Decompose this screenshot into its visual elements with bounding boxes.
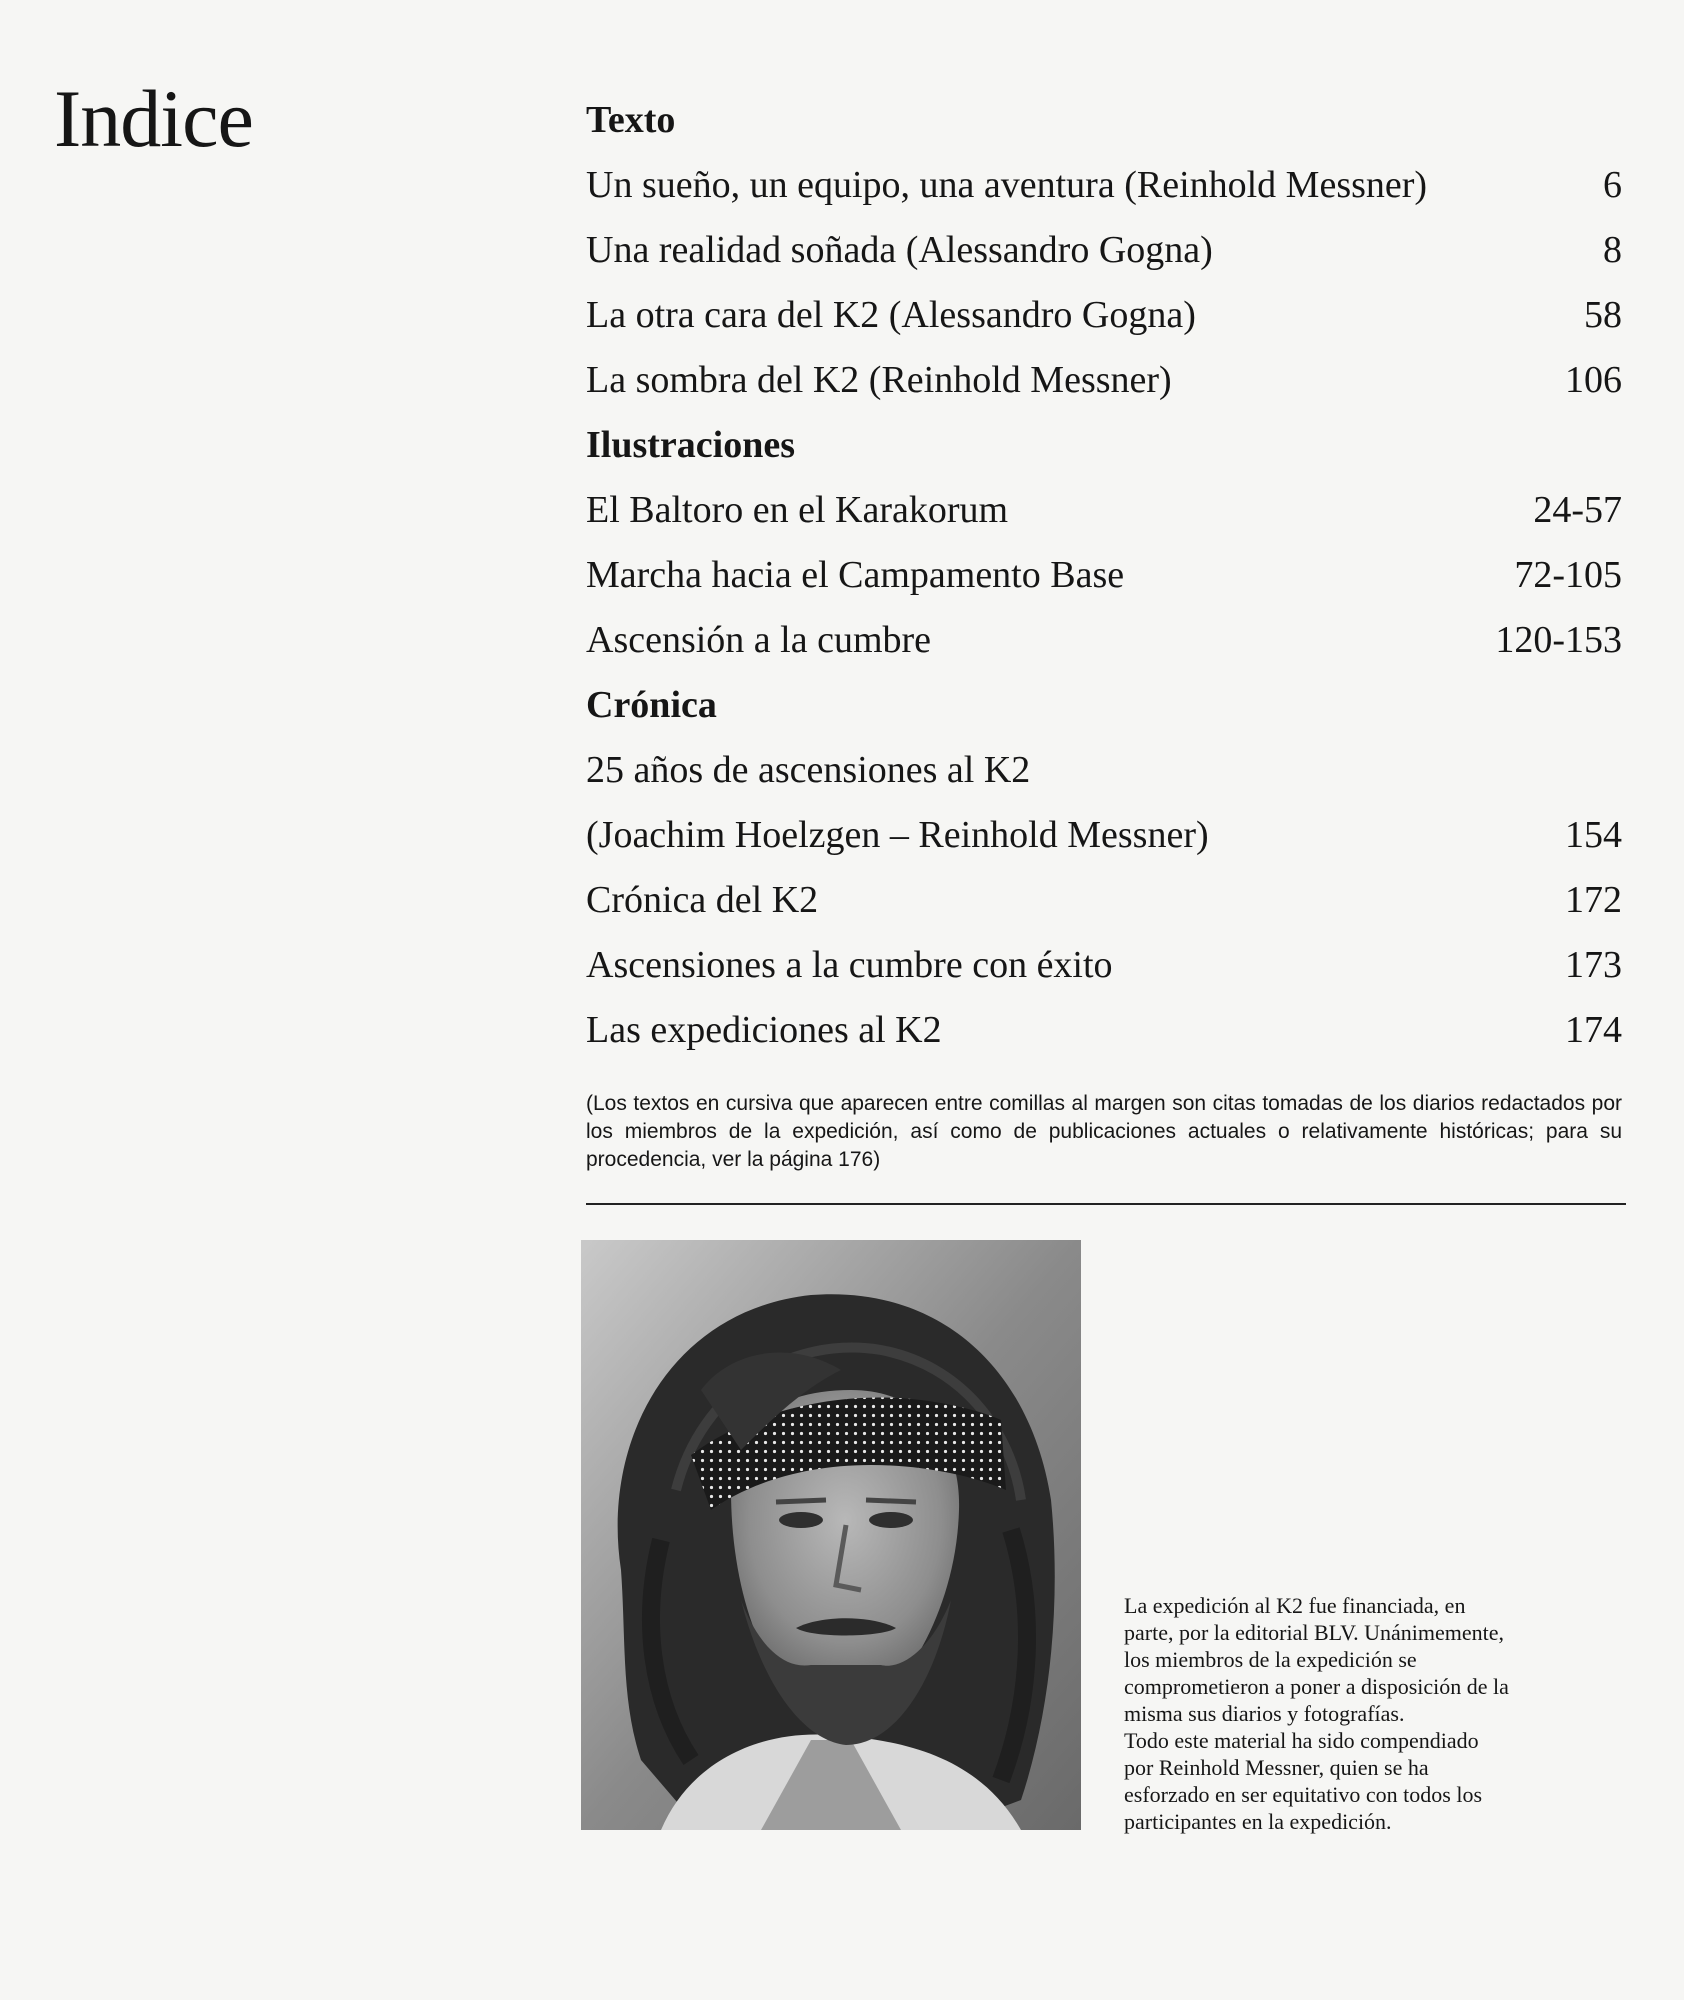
toc-entry — [586, 868, 1622, 933]
toc-entry — [586, 283, 1622, 348]
entry-title: Las expediciones al K2 — [586, 1009, 942, 1051]
toc-section-cronica — [586, 673, 1622, 1063]
page-title: Indice — [54, 73, 253, 164]
toc-entry — [586, 933, 1622, 998]
entry-page-number: 172 — [1565, 879, 1622, 921]
caption-line: comprometieron a poner a disposición de la — [1124, 1674, 1509, 1699]
entry-title: Marcha hacia el Campamento Base — [586, 554, 1125, 596]
caption-line: esforzado en ser equitativo con todos los — [1124, 1782, 1483, 1807]
caption-line: por Reinhold Messner, quien se ha — [1124, 1755, 1429, 1780]
toc-section-texto — [586, 88, 1622, 413]
entry-title: El Baltoro en el Karakorum — [586, 489, 1009, 531]
entry-title: Una realidad soñada (Alessandro Gogna) — [586, 229, 1213, 271]
entry-title: Un sueño, un equipo, una aventura (Reinhold Messner) — [586, 164, 1428, 206]
caption-line: Todo este material ha sido compendiado — [1124, 1728, 1479, 1753]
caption-line: los miembros de la expedición se — [1124, 1647, 1417, 1672]
entry-title: La otra cara del K2 (Alessandro Gogna) — [586, 294, 1196, 336]
entry-page-number: 120-153 — [1495, 619, 1622, 661]
entry-page-number: 72-105 — [1514, 554, 1622, 596]
entry-title: 25 años de ascensiones al K2 — [586, 749, 1031, 791]
section-heading: Texto — [586, 99, 676, 141]
toc-entry — [586, 543, 1622, 608]
entry-title: Crónica del K2 — [586, 879, 819, 921]
caption-line: misma sus diarios y fotografías. — [1124, 1701, 1405, 1726]
toc-entry — [586, 153, 1622, 218]
toc-entry — [586, 348, 1622, 413]
section-heading: Ilustraciones — [586, 424, 795, 466]
caption-line: La expedición al K2 fue financiada, en — [1124, 1593, 1466, 1618]
horizontal-divider — [586, 1203, 1626, 1205]
sources-note: (Los textos en cursiva que aparecen entre comillas al margen son citas tomadas de los diarios redactados por los miembros de la expedición, así como de publicaciones actuales o relativamente históricas; para su procedencia, ver la página 176) — [586, 1092, 1622, 1171]
entry-page-number: 154 — [1565, 814, 1622, 856]
entry-title: Ascensiones a la cumbre con éxito — [586, 944, 1113, 986]
entry-page-number: 24-57 — [1533, 489, 1622, 531]
section-heading: Crónica — [586, 684, 717, 726]
entry-page-number: 106 — [1565, 359, 1622, 401]
toc-entry — [586, 478, 1622, 543]
toc-entry — [586, 218, 1622, 283]
toc-section-ilustraciones — [586, 413, 1622, 673]
entry-page-number: 58 — [1584, 294, 1622, 336]
entry-page-number: 6 — [1603, 164, 1622, 206]
table-of-contents — [586, 88, 1622, 1063]
portrait-photo — [581, 1240, 1081, 1830]
entry-page-number: 173 — [1565, 944, 1622, 986]
entry-title: Ascensión a la cumbre — [586, 619, 932, 661]
entry-title: (Joachim Hoelzgen – Reinhold Messner) — [586, 814, 1209, 856]
toc-entry — [586, 608, 1622, 673]
entry-page-number: 174 — [1565, 1009, 1622, 1051]
toc-entry — [586, 738, 1622, 803]
toc-entry — [586, 998, 1622, 1063]
photo-caption — [1124, 1592, 1626, 1835]
caption-line: participantes en la expedición. — [1124, 1809, 1392, 1834]
entry-title: La sombra del K2 (Reinhold Messner) — [586, 359, 1172, 401]
caption-line: parte, por la editorial BLV. Unánimemente, — [1124, 1620, 1505, 1645]
toc-entry — [586, 803, 1622, 868]
entry-page-number: 8 — [1603, 229, 1622, 271]
